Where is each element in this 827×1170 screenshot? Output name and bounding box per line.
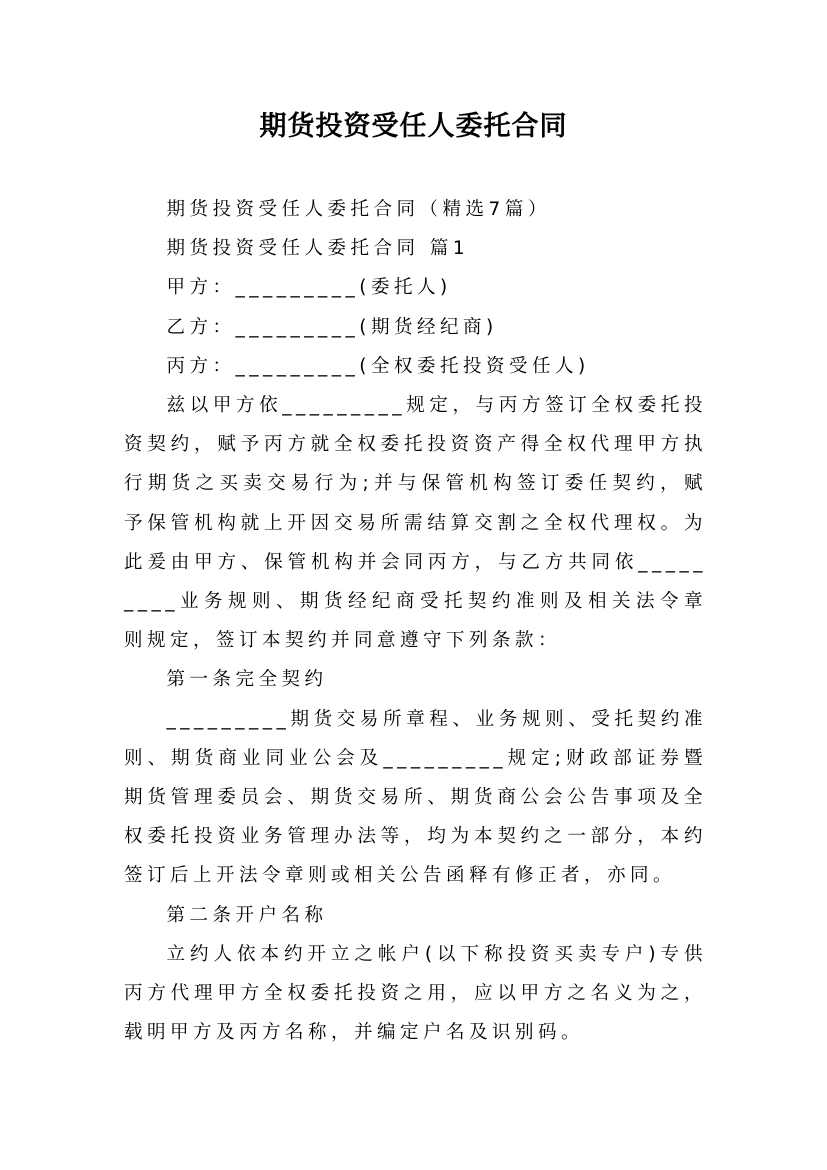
article-1-heading: 第一条完全契约 <box>166 669 328 691</box>
article-2-paragraph: 立约人依本约开立之帐户(以下称投资买卖专户)专供丙方代理甲方全权委托投资之用，应以甲方之名义为之，载明甲方及丙方名称，并编定户名及识别码。 <box>124 943 707 1044</box>
preamble-paragraph: 兹以甲方依_________规定，与丙方签订全权委托投资契约，赋予丙方就全权委托投资资产得全权代理甲方执行期货之买卖交易行为;并与保管机构签订委任契约，赋予保管机构就上开因交易所需结算交割之全权代理权。为此爰由甲方、保管机构并会同丙方，与乙方共同依_________业务规则、期货经纪商受托契约准则及相关法令章则规定，签订本契约并同意遵守下列条款： <box>124 395 707 652</box>
article-1-paragraph: _________期货交易所章程、业务规则、受托契约准则、期货商业同业公会及_________规定;财政部证券暨期货管理委员会、期货交易所、期货商公会公告事项及全权委托投资业务管理办法等，均为本契约之一部分，本约签订后上开法令章则或相关公告函释有修正者，亦同。 <box>124 708 707 887</box>
party-b: 乙方：_________(期货经纪商) <box>166 316 498 338</box>
document-body <box>124 190 707 1052</box>
section-heading: 期货投资受任人委托合同 篇1 <box>166 238 470 260</box>
article-2-heading: 第二条开户名称 <box>166 904 328 926</box>
document-title: 期货投资受任人委托合同 <box>259 111 568 142</box>
party-a: 甲方：_________(委托人) <box>166 277 452 299</box>
subtitle: 期货投资受任人委托合同（精选7篇） <box>166 199 551 220</box>
party-c: 丙方：_________(全权委托投资受任人) <box>166 355 590 377</box>
